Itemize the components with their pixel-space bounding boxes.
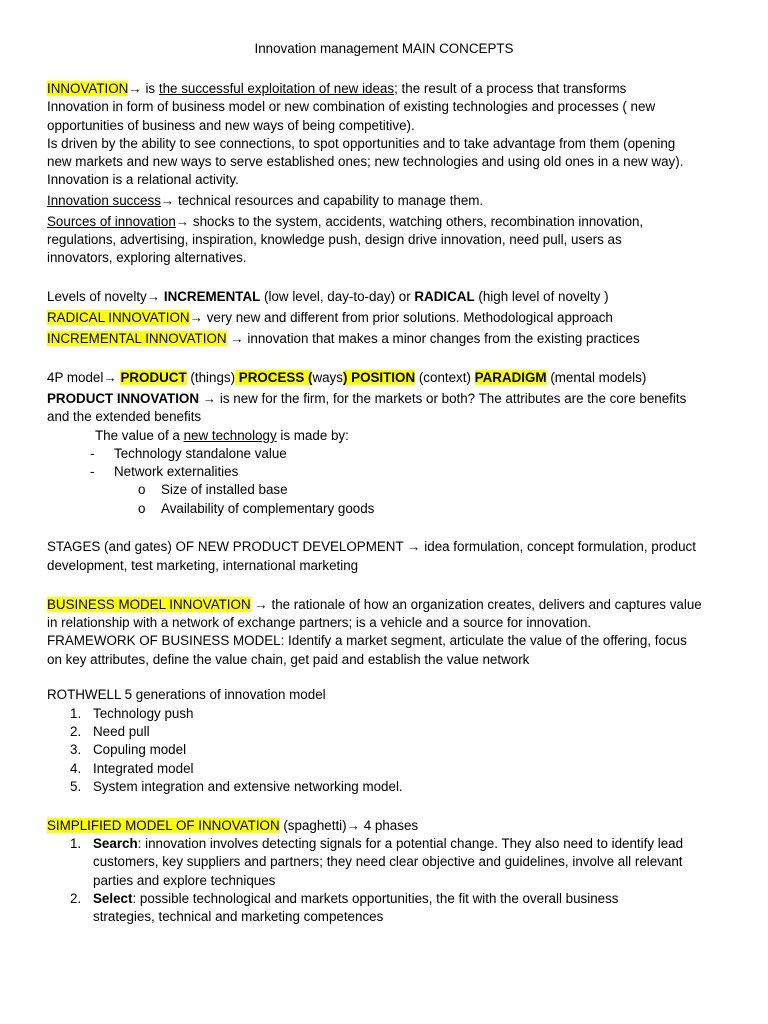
list-bullet: - (90, 446, 95, 461)
arrow-icon: → (128, 81, 142, 96)
select-phase-line-2: strategies, technical and marketing competences (93, 909, 384, 924)
sub-bullet: o (138, 482, 146, 497)
list-item: Technology push (93, 706, 194, 721)
sub-bullet: o (138, 501, 146, 516)
sources-line-2: regulations, advertising, inspiration, knowledge push, design drive innovation, need pull, users as (47, 232, 622, 247)
bmi-line-3: FRAMEWORK OF BUSINESS MODEL: Identify a market segment, articulate the value of the offering, focus (47, 633, 687, 648)
sources-line-3: innovators, exploring alternatives. (47, 250, 247, 265)
sub-list-item: Size of installed base (161, 482, 288, 497)
incremental-term: INCREMENTAL INNOVATION (47, 331, 227, 346)
arrow-icon: → (160, 193, 175, 208)
innovation-line-2: Innovation in form of business model or new combination of existing technologies and processes ( new (47, 99, 656, 114)
bmi-line-2: in relationship with a network of exchange partners; is a vehicle and a source for innovation. (47, 615, 592, 630)
list-number: 4. (70, 761, 82, 776)
sub-list-item: Availability of complementary goods (161, 501, 375, 516)
innovation-definition: the successful exploitation of new ideas (158, 81, 395, 96)
novelty-line: Levels of novelty→ INCREMENTAL (low level, day-to-day) or RADICAL (high level of novelty ) (47, 289, 609, 304)
list-item: Technology standalone value (114, 446, 287, 461)
bmi-line-1: BUSINESS MODEL INNOVATION → the rationale of how an organization creates, delivers and captures value (47, 597, 702, 612)
list-number: 3. (70, 742, 82, 757)
arrow-icon: → (202, 391, 217, 406)
list-number: 1. (70, 706, 82, 721)
list-item: Integrated model (93, 761, 194, 776)
sources-line-1: Sources of innovation→ shocks to the system, accidents, watching others, recombination innovation, (47, 214, 644, 229)
innovation-line-4: Is driven by the ability to see connections, to spot opportunities and to take advantage from them (opening (47, 136, 676, 151)
innovation-line-1: INNOVATION→ is the successful exploitation of new ideas; the result of a process that transforms (47, 81, 627, 96)
search-phase-line-2: customers, key suppliers and partners; they need clear objective and guidelines, involve all relevant (93, 854, 683, 869)
simplified-line: SIMPLIFIED MODEL OF INNOVATION (spaghetti)→ 4 phases (47, 818, 419, 833)
bmi-term: BUSINESS MODEL INNOVATION (47, 597, 251, 612)
radical-line: RADICAL INNOVATION→ very new and different from prior solutions. Methodological approach (47, 310, 613, 325)
radical-term: RADICAL INNOVATION (47, 310, 190, 325)
bmi-line-4: on key attributes, define the value chain, get paid and establish the value network (47, 652, 530, 667)
list-item: System integration and extensive networking model. (93, 779, 403, 794)
list-number: 2. (70, 724, 82, 739)
innovation-line-5: new markets and new ways to serve established ones; new technologies and using old ones in a new way). (47, 154, 684, 169)
list-number: 5. (70, 779, 82, 794)
product-innovation-term: PRODUCT INNOVATION (47, 391, 200, 406)
arrow-icon: → (175, 214, 190, 229)
innovation-line-6: Innovation is a relational activity. (47, 172, 239, 187)
list-number: 1. (70, 836, 82, 851)
page-title: Innovation management MAIN CONCEPTS (254, 41, 514, 56)
innovation-term: INNOVATION (47, 81, 129, 96)
new-technology-line: The value of a new technology is made by: (95, 428, 349, 443)
arrow-icon: → (146, 289, 161, 304)
sources-label: Sources of innovation (47, 214, 176, 229)
search-phase-line-3: parties and explore techniques (93, 873, 276, 888)
innovation-success-label: Innovation success (47, 193, 161, 208)
arrow-icon: → (103, 370, 117, 385)
innovation-line-3: opportunities of business and new ways of being competitive). (47, 118, 415, 133)
list-number: 2. (70, 891, 82, 906)
arrow-icon: → (189, 310, 203, 325)
simplified-term: SIMPLIFIED MODEL OF INNOVATION (47, 818, 280, 833)
four-p-line: 4P model→ PRODUCT (things) PROCESS (ways) POSITION (context) PARADIGM (mental models) (47, 370, 647, 385)
list-item: Need pull (93, 724, 150, 739)
innovation-success-line: Innovation success→ technical resources and capability to manage them. (47, 193, 484, 208)
list-bullet: - (90, 464, 95, 479)
product-innovation-line-1: PRODUCT INNOVATION → is new for the firm, for the markets or both? The attributes are the core benefits (47, 391, 687, 406)
arrow-icon: → (230, 331, 244, 346)
arrow-icon: → (407, 539, 421, 554)
list-item: Network externalities (114, 464, 239, 479)
select-phase-line-1: Select: possible technological and markets opportunities, the fit with the overall business (93, 891, 619, 906)
list-item: Copuling model (93, 742, 187, 757)
arrow-icon: → (346, 818, 361, 833)
arrow-icon: → (254, 597, 268, 612)
incremental-line: INCREMENTAL INNOVATION → innovation that makes a minor changes from the existing practices (47, 331, 640, 346)
stages-line-2: development, test marketing, international marketing (47, 558, 359, 573)
product-innovation-line-2: and the extended benefits (47, 409, 202, 424)
search-phase-line-1: Search: innovation involves detecting signals for a potential change. They also need to identify lead (93, 836, 684, 851)
rothwell-heading: ROTHWELL 5 generations of innovation model (47, 687, 326, 702)
stages-line-1: STAGES (and gates) OF NEW PRODUCT DEVELOPMENT → idea formulation, concept formulation, product (47, 539, 696, 554)
